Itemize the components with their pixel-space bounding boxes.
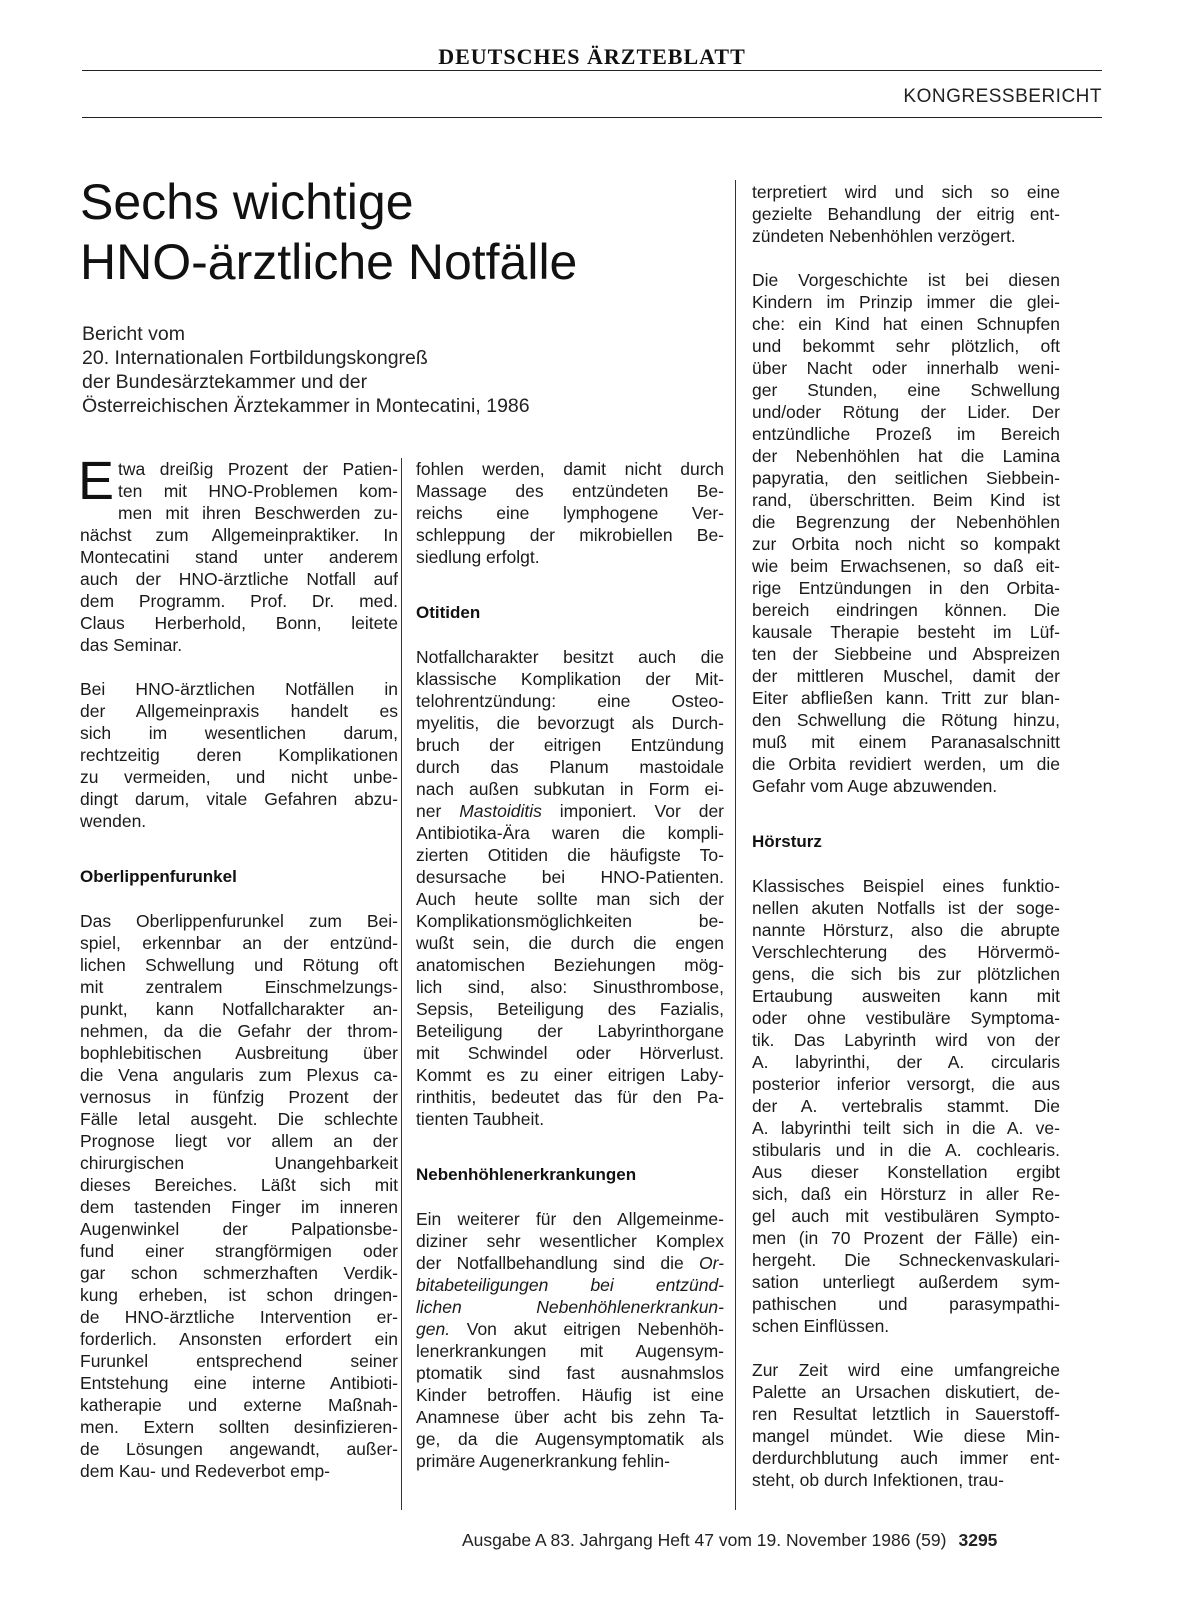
section-label: KONGRESSBERICHT — [903, 86, 1102, 107]
text-line: dem Programm. Prof. Dr. med. — [80, 591, 398, 611]
text-line: Klassisches Beispiel eines funktio- — [752, 876, 1060, 896]
text-line: Anamnese über acht bis zehn Ta- — [416, 1407, 724, 1427]
article-subtitle — [82, 322, 530, 418]
paragraph — [752, 875, 1060, 1337]
text-line: telohrentzündung: eine Osteo- — [416, 691, 724, 711]
text-line: ten der Siebbeine und Abspreizen — [752, 644, 1060, 664]
text-line: gen. Von akut eitrigen Nebenhöh- — [416, 1319, 724, 1339]
text-line: Montecatini stand unter anderem — [80, 547, 398, 567]
text-line: die Begrenzung der Nebenhöhlen — [752, 512, 1060, 532]
text-line: der Notfallbehandlung sind die Or- — [416, 1253, 724, 1273]
text-line: twa dreißig Prozent der Patien- — [118, 459, 398, 479]
text-line: wenden. — [80, 811, 147, 831]
text-line: men (in 70 Prozent der Fälle) ein- — [752, 1228, 1060, 1248]
text-line: rinthitis, bedeutet das für den Pa- — [416, 1087, 724, 1107]
text-line: hergeht. Die Schneckenvaskulari- — [752, 1250, 1060, 1270]
text-line: dem Kau- und Redeverbot emp- — [80, 1461, 330, 1481]
text-line: Ertaubung ausweiten kann mit — [752, 986, 1060, 1006]
text-line: gel auch mit vestibulären Sympto- — [752, 1206, 1060, 1226]
text-line: ren Resultat letztlich in Sauerstoff- — [752, 1404, 1060, 1424]
text-line: Kindern im Prinzip immer die glei- — [752, 292, 1060, 312]
text-line: Massage des entzündeten Be- — [416, 481, 724, 501]
text-line: gens, die sich bis zur plötzlichen — [752, 964, 1060, 984]
text-line: Claus Herberhold, Bonn, leitete — [80, 613, 398, 633]
text-line: Fälle letal ausgeht. Die schlechte — [80, 1109, 398, 1129]
text-line: schen Einflüssen. — [752, 1316, 890, 1336]
text-line: diziner sehr wesentlicher Komplex — [416, 1231, 724, 1251]
text-line: Entstehung eine interne Antibioti- — [80, 1373, 398, 1393]
text-line: nellen akuten Notfalls ist der soge- — [752, 898, 1060, 918]
text-line: Ein weiterer für den Allgemeinme- — [416, 1209, 724, 1229]
text-line: zündeten Nebenhöhlen verzögert. — [752, 226, 1016, 246]
text-line: men. Extern sollten desinfizieren- — [80, 1417, 398, 1437]
paragraph — [416, 646, 724, 1130]
text-line: fohlen werden, damit nicht durch — [416, 459, 724, 479]
text-line: Augenwinkel der Palpationsbe- — [80, 1219, 398, 1239]
column-1 — [78, 451, 398, 1482]
text-line: de Lösungen angewandt, außer- — [80, 1439, 398, 1459]
text-line: A. labyrinthi teilt sich in die A. ve- — [752, 1118, 1060, 1138]
paragraph — [752, 181, 1060, 247]
drop-cap: E — [78, 451, 115, 511]
page-number: 3295 — [958, 1530, 998, 1550]
paragraph — [752, 1359, 1060, 1491]
masthead-rule — [82, 70, 1102, 71]
section-heading: Oberlippenfurunkel — [80, 867, 237, 886]
text-line: myelitis, die bevorzugt als Durch- — [416, 713, 724, 733]
text-line: katherapie und externe Maßnah- — [80, 1395, 398, 1415]
text-line: vernosus in fünfzig Prozent der — [80, 1087, 398, 1107]
text-line: dem tastenden Finger im inneren — [80, 1197, 398, 1217]
text-line: Furunkel entsprechend seiner — [80, 1351, 398, 1371]
text-line: ptomatik sind fast ausnahmslos — [416, 1363, 724, 1383]
subtitle-line: 20. Internationalen Fortbildungskongreß — [82, 347, 428, 369]
text-line: bereich eindringen können. Die — [752, 600, 1060, 620]
section-heading: Nebenhöhlenerkrankungen — [416, 1165, 637, 1184]
text-line: die Vena angularis zum Plexus ca- — [80, 1065, 398, 1085]
text-line: der Nebenhöhlen hat die Lamina — [752, 446, 1060, 466]
text-line: Kommt es zu einer eitrigen Laby- — [416, 1065, 724, 1085]
text-line: den Schwellung die Rötung hinzu, — [752, 710, 1060, 730]
text-line: A. labyrinthi, der A. circularis — [752, 1052, 1060, 1072]
text-line: nächst zum Allgemeinpraktiker. In — [80, 525, 398, 545]
text-line: reichs eine lymphogene Ver- — [416, 503, 724, 523]
text-line: pathischen und parasympathi- — [752, 1294, 1060, 1314]
text-line: lichen Schwellung und Rötung oft — [80, 955, 398, 975]
text-line: der mittleren Muschel, damit der — [752, 666, 1060, 686]
text-line: rand, überschritten. Beim Kind ist — [752, 490, 1060, 510]
text-line: Bei HNO-ärztlichen Notfällen in — [80, 679, 398, 699]
text-line: bruch der eitrigen Entzündung — [416, 735, 724, 755]
text-line: sich im wesentlichen darum, — [80, 723, 398, 743]
text-line: Prognose liegt vor allem an der — [80, 1131, 398, 1151]
text-line: schleppung der mikrobiellen Be- — [416, 525, 724, 545]
paragraph — [752, 269, 1060, 797]
article-title — [80, 172, 577, 292]
text-line: zu vermeiden, und nicht unbe- — [80, 767, 398, 787]
text-line: Beteiligung der Labyrinthorgane — [416, 1021, 724, 1041]
text-line: forderlich. Ansonsten erfordert ein — [80, 1329, 398, 1349]
text-line: klassische Komplikation der Mit- — [416, 669, 724, 689]
text-line: punkt, kann Notfallcharakter an- — [80, 999, 398, 1019]
text-line: Notfallcharakter besitzt auch die — [416, 647, 724, 667]
text-line: kausale Therapie besteht im Lüf- — [752, 622, 1060, 642]
text-line: steht, ob durch Infektionen, trau- — [752, 1470, 1004, 1490]
text-line: Zur Zeit wird eine umfangreiche — [752, 1360, 1060, 1380]
text-line: Kinder betroffen. Häufig ist eine — [416, 1385, 724, 1405]
text-line: und/oder Rötung der Lider. Der — [752, 402, 1060, 422]
text-line: auch der HNO-ärztliche Notfall auf — [80, 569, 398, 589]
text-line: desursache bei HNO-Patienten. — [416, 867, 724, 887]
text-line: Das Oberlippenfurunkel zum Bei- — [80, 911, 398, 931]
text-line: nach außen subkutan in Form ei- — [416, 779, 724, 799]
text-line: der Allgemeinpraxis handelt es — [80, 701, 398, 721]
text-line: wußt sein, die durch die engen — [416, 933, 724, 953]
masthead: DEUTSCHES ÄRZTEBLATT — [438, 44, 746, 69]
text-line: kung erheben, ist schon dringen- — [80, 1285, 398, 1305]
text-line: siedlung erfolgt. — [416, 547, 540, 567]
text-line: che: ein Kind hat einen Schnupfen — [752, 314, 1060, 334]
text-line: Gefahr vom Auge abzuwenden. — [752, 776, 998, 796]
column-divider — [735, 180, 736, 1510]
text-line: dieses Bereiches. Läßt sich mit — [80, 1175, 398, 1195]
text-line: entzündliche Prozeß im Bereich — [752, 424, 1060, 444]
text-line: zierten Otitiden die häufigste To- — [416, 845, 724, 865]
text-line: tienten Taubheit. — [416, 1109, 545, 1129]
text-line: derdurchblutung auch immer ent- — [752, 1448, 1060, 1468]
text-line: rechtzeitig deren Komplikationen — [80, 745, 398, 765]
text-line: Palette an Ursachen diskutiert, de- — [752, 1382, 1060, 1402]
text-line: Komplikationsmöglichkeiten be- — [416, 911, 724, 931]
column-divider — [401, 458, 402, 1510]
section-heading: Hörsturz — [752, 832, 822, 851]
text-line: ten mit HNO-Problemen kom- — [118, 481, 398, 501]
text-line: men mit ihren Beschwerden zu- — [118, 503, 398, 523]
subtitle-line: Bericht vom — [82, 323, 185, 345]
text-line: Sepsis, Beteiligung des Fazialis, — [416, 999, 724, 1019]
title-line: HNO-ärztliche Notfälle — [80, 234, 578, 290]
subtitle-line: Österreichischen Ärztekammer in Montecatini, 1986 — [82, 395, 530, 417]
text-line: über Nacht oder innerhalb weni- — [752, 358, 1060, 378]
text-line: stibularis und in die A. cochlearis. — [752, 1140, 1060, 1160]
text-line: anatomischen Beziehungen mög- — [416, 955, 724, 975]
text-line: Verschlechterung des Hörvermö- — [752, 942, 1060, 962]
text-line: gezielte Behandlung der eitrig ent- — [752, 204, 1060, 224]
text-line: wie beim Erwachsenen, so daß eit- — [752, 556, 1060, 576]
text-line: mit Schwindel oder Hörverlust. — [416, 1043, 724, 1063]
text-line: spiel, erkennbar an der entzünd- — [80, 933, 398, 953]
text-line: fund einer strangförmigen oder — [80, 1241, 398, 1261]
issue-info: Ausgabe A 83. Jahrgang Heft 47 vom 19. November 1986 (59) — [462, 1530, 947, 1550]
text-line: lichen Nebenhöhlenerkrankun- — [416, 1297, 724, 1317]
text-line: nannte Hörsturz, also die abrupte — [752, 920, 1060, 940]
text-line: das Seminar. — [80, 635, 183, 655]
text-line: papyratia, den seitlichen Siebbein- — [752, 468, 1060, 488]
text-line: bitabeteiligungen bei entzünd- — [416, 1275, 724, 1295]
text-line: nehmen, da die Gefahr der throm- — [80, 1021, 398, 1041]
text-line: dingt darum, vitale Gefahren abzu- — [80, 789, 398, 809]
text-line: terpretiert wird und sich so eine — [752, 182, 1060, 202]
text-line: lenerkrankungen mit Augensym- — [416, 1341, 724, 1361]
title-line: Sechs wichtige — [80, 174, 414, 230]
paragraph — [80, 910, 398, 1482]
text-line: muß mit einem Paranasalschnitt — [752, 732, 1060, 752]
subtitle-line: der Bundesärztekammer und der — [82, 371, 368, 393]
column-2 — [416, 458, 724, 1472]
text-line: oder ohne vestibuläre Symptoma- — [752, 1008, 1060, 1028]
text-line: lich sind, also: Sinusthrombose, — [416, 977, 724, 997]
text-line: mit zentralem Einschmelzungs- — [80, 977, 398, 997]
text-line: durch das Planum mastoidale — [416, 757, 724, 777]
text-line: sation unterliegt außerdem sym- — [752, 1272, 1060, 1292]
text-line: die Orbita revidiert werden, um die — [752, 754, 1060, 774]
section-rule — [82, 117, 1102, 118]
column-3 — [752, 181, 1060, 1491]
text-line: Antibiotika-Ära waren die kompli- — [416, 823, 724, 843]
text-line: tik. Das Labyrinth wird von der — [752, 1030, 1060, 1050]
paragraph — [80, 678, 398, 832]
page-footer — [462, 1530, 997, 1551]
text-line: ger Stunden, eine Schwellung — [752, 380, 1060, 400]
text-line: Eiter abfließen kann. Tritt zur blan- — [752, 688, 1060, 708]
text-line: posterior inferior versorgt, die aus — [752, 1074, 1060, 1094]
text-line: chirurgischen Unangehbarkeit — [80, 1153, 398, 1173]
text-line: gar schon schmerzhaften Verdik- — [80, 1263, 398, 1283]
text-line: zur Orbita noch nicht so kompakt — [752, 534, 1060, 554]
text-line: Aus dieser Konstellation ergibt — [752, 1162, 1060, 1182]
text-line: und bekommt sehr plötzlich, oft — [752, 336, 1060, 356]
text-line: ge, da die Augensymptomatik als — [416, 1429, 724, 1449]
text-line: primäre Augenerkrankung fehlin- — [416, 1451, 670, 1471]
text-line: mangel mündet. Wie diese Min- — [752, 1426, 1060, 1446]
paragraph — [416, 458, 724, 568]
paragraph — [416, 1208, 724, 1472]
text-line: Auch heute sollte man sich der — [416, 889, 724, 909]
text-line: sich, daß ein Hörsturz in aller Re- — [752, 1184, 1060, 1204]
text-line: Die Vorgeschichte ist bei diesen — [752, 270, 1060, 290]
text-line: ner Mastoiditis imponiert. Vor der — [416, 801, 724, 821]
paragraph — [78, 451, 398, 656]
text-line: der A. vertebralis stammt. Die — [752, 1096, 1060, 1116]
text-line: de HNO-ärztliche Intervention er- — [80, 1307, 398, 1327]
text-line: rige Entzündungen in den Orbita- — [752, 578, 1060, 598]
text-line: bophlebitischen Ausbreitung über — [80, 1043, 398, 1063]
section-heading: Otitiden — [416, 603, 481, 622]
